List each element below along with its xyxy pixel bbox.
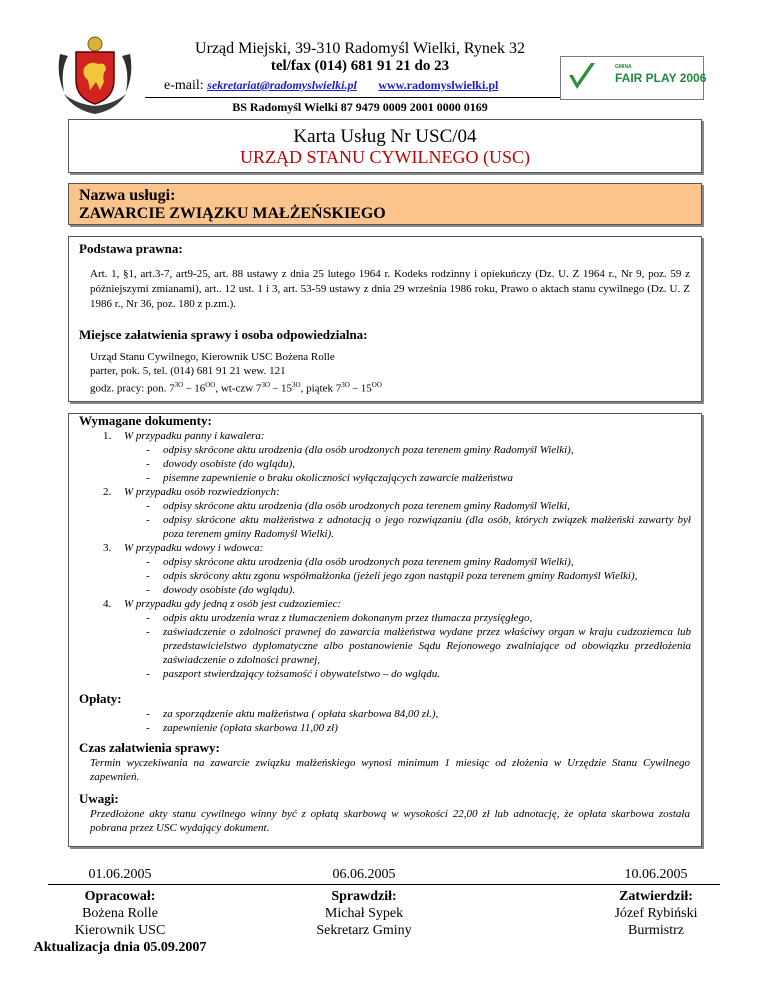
- role-label: Sprawdził:: [331, 889, 397, 904]
- notes-label: Uwagi:: [79, 791, 119, 806]
- documents-list: [69, 429, 701, 681]
- coat-of-arms-logo: [54, 34, 136, 116]
- role-label: Zatwierdził:: [619, 889, 693, 904]
- list-item: - zaświadczenie o zdolności prawnej do zawarcia małżeństwa wydane przez właściwy organ w kraju cudzoziemca lub przedstawicielstwo dyplomatyczne albo postanowienie Sądu Rejonowego zwalniające od obowiązku przedłożenia zaświadczenie o zdolności prawnej,: [146, 626, 691, 666]
- header-phone: tel/fax (014) 681 91 21 do 23: [270, 58, 450, 74]
- list-item: - odpisy skrócone aktu urodzenia (dla osób urodzonych poza terenem gminy Radomyśl Wielki,: [146, 500, 570, 512]
- list-item: - pisemne zapewnienie o braku okoliczności wyłączających zawarcie małżeństwa: [146, 472, 514, 484]
- date-approved: 10.06.2005: [624, 867, 688, 882]
- location-line-2: parter, pok. 5, tel. (014) 681 91 21 wew. 121: [90, 365, 286, 377]
- signature-prepared: [20, 888, 220, 956]
- fair-play-badge: [560, 56, 707, 100]
- email-link[interactable]: sekretariat@radomyslwielki.pl: [207, 78, 357, 92]
- list-item: - dowody osobiste (do wglądu),: [146, 458, 295, 470]
- processing-time-text: Termin wyczekiwania na zawarcie związku małżeńskiego wynosi minimum 1 miesiąc od złożenia w Urzędzie Stanu Cywilnego zapewnień.: [90, 757, 690, 783]
- fees-label: Opłaty:: [79, 691, 122, 706]
- signatory-title: Burmistrz: [628, 923, 684, 938]
- office-title: URZĄD STANU CYWILNEGO (USC): [239, 147, 531, 167]
- list-item: - odpisy skrócone aktu urodzenia (dla osób urodzonych poza terenem gminy Radomyśl Wielki),: [146, 556, 574, 568]
- role-label: Opracował:: [84, 889, 156, 904]
- signature-checked: [264, 888, 464, 939]
- notes-text: Przedłożone akty stanu cywilnego winny być z opłatą skarbową w wysokości 22,00 zł lub adnotację, że opłata skarbowa została pobrana przez USC wydający dokument.: [90, 808, 690, 834]
- card-title: Karta Usług Nr USC/04: [293, 126, 477, 147]
- list-item: - odpisy skrócone aktu małżeństwa z adnotacją o jego rozwiązaniu (dla osób, których związek małżeński zawarty był poza terenem gminy Radomyśl Wielki).: [146, 514, 691, 540]
- signatory-title: Sekretarz Gminy: [316, 923, 412, 938]
- date-prepared: 01.06.2005: [88, 867, 152, 882]
- signatory-name: Józef Rybiński: [614, 906, 698, 921]
- location-line-1: Urząd Stanu Cywilnego, Kierownik USC Bożena Rolle: [90, 351, 335, 363]
- service-label: Nazwa usługi:: [79, 187, 176, 204]
- header-divider: [145, 97, 575, 98]
- list-item: - za sporządzenie aktu małżeństwa ( opłata skarbowa 84,00 zł.),: [146, 708, 439, 720]
- signatory-title: Kierownik USC: [74, 923, 166, 938]
- signature-approved: [556, 888, 756, 939]
- location-details: [90, 350, 690, 396]
- list-item: 2. W przypadku osób rozwiedzionych:: [103, 486, 280, 498]
- list-item: - dowody osobiste (do wglądu).: [146, 584, 295, 596]
- signatory-name: Bożena Rolle: [82, 906, 158, 921]
- website-link[interactable]: www.radomyslwielki.pl: [378, 78, 499, 92]
- date-checked: 06.06.2005: [332, 867, 396, 882]
- list-item: 3. W przypadku wdowy i wdowca:: [103, 542, 264, 554]
- bank-account: BS Radomyśl Wielki 87 9479 0009 2001 0000 0169: [232, 100, 488, 114]
- documents-label: Wymagane dokumenty:: [79, 413, 212, 428]
- list-item: 1. W przypadku panny i kawalera:: [103, 430, 265, 442]
- badge-small-text: GMINA: [615, 64, 632, 70]
- service-name-box: [68, 183, 702, 225]
- fees-list: [69, 707, 701, 735]
- header-address: Urząd Miejski, 39-310 Radomyśl Wielki, Rynek 32: [195, 40, 525, 57]
- card-title-box: [68, 119, 702, 173]
- email-label: e-mail:: [164, 78, 204, 93]
- update-date: Aktualizacja dnia 05.09.2007: [33, 940, 207, 955]
- required-documents-box: [68, 413, 702, 847]
- list-item: - paszport stwierdzający tożsamość i obywatelstwo – do wglądu.: [146, 668, 441, 680]
- signature-divider: [48, 884, 720, 885]
- list-item: - zapewnienie (opłata skarbowa 11,00 zł): [146, 722, 338, 734]
- processing-time-label: Czas załatwienia sprawy:: [79, 740, 220, 755]
- office-hours: godz. pracy: pon. $7^{3O} - 16^{OO}$, wt-czw $7^{3O} - 15^{3O}$, piątek $7^{3O} - 15^{OO}$: [90, 381, 382, 395]
- location-label: Miejsce załatwienia sprawy i osoba odpowiedzialna:: [79, 327, 368, 342]
- service-value: ZAWARCIE ZWIĄZKU MAŁŻEŃSKIEGO: [79, 205, 386, 222]
- fair-play-check-icon: [567, 61, 597, 93]
- badge-big-text: FAIR PLAY 2006: [615, 71, 707, 85]
- header-contact: [164, 78, 498, 94]
- list-item: - odpis skrócony aktu zgonu współmałżonka (jeżeli jego zgon nastąpił poza terenem gminy Radomyśl Wielki),: [146, 570, 638, 582]
- legal-basis-box: [68, 236, 702, 402]
- list-item: 4. W przypadku gdy jedną z osób jest cudzoziemiec:: [103, 598, 342, 610]
- legal-basis-label: Podstawa prawna:: [79, 241, 183, 256]
- list-item: - odpisy skrócone aktu urodzenia (dla osób urodzonych poza terenem gminy Radomyśl Wielki),: [146, 444, 574, 456]
- list-item: - odpis aktu urodzenia wraz z tłumaczeniem dokonanym przez tłumacza przysięgłego,: [146, 612, 533, 624]
- signatory-name: Michał Sypek: [324, 906, 404, 921]
- legal-basis-text: Art. 1, §1, art.3-7, art9-25, art. 88 ustawy z dnia 25 lutego 1964 r. Kodeks rodzinny i opiekuńczy (Dz. U. Z 1964 r., Nr 9, poz. 59 z późniejszymi zmianami), art.. 12 ust. 1 i 3, art. 53-59 ustawy z dnia 29 września 1986 roku, Prawo o aktach stanu cywilnego (Dz. U. Z 1986 r., Nr 36, poz. 180 z p.zm.).: [90, 268, 690, 310]
